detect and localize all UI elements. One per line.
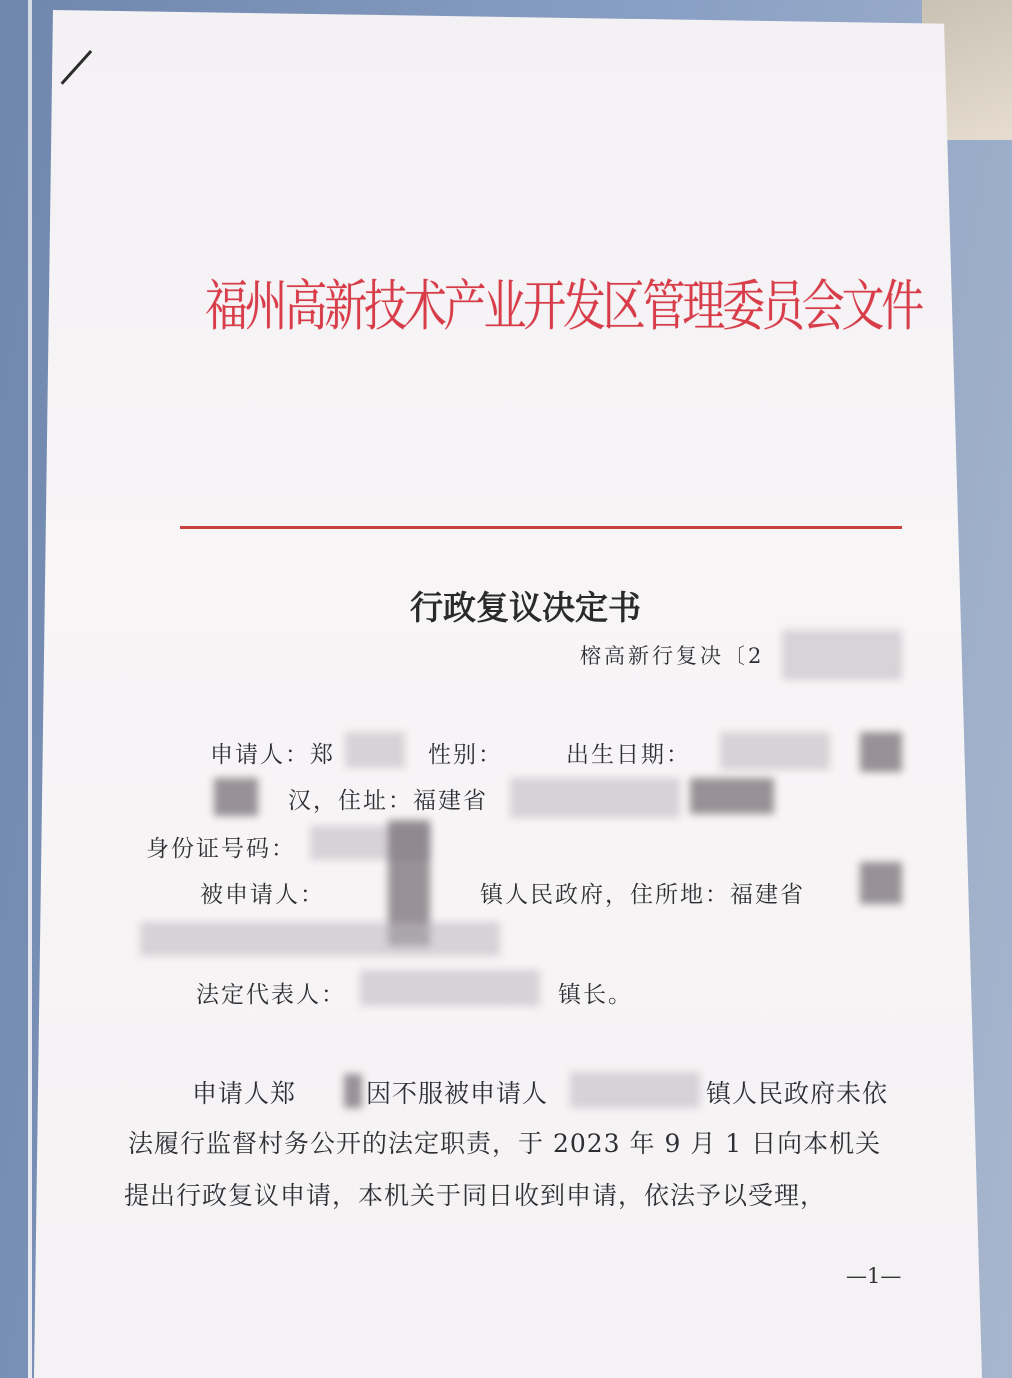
legal-rep-label: 法定代表人：: [196, 982, 346, 1008]
document-title: 行政复议决定书: [410, 588, 641, 627]
respondent-gov-text: 镇人民政府，住所地：福建省: [480, 882, 805, 908]
org-header-title: 福州高新技术产业开发区管理委员会文件: [205, 274, 922, 338]
body-text: 法履行监督村务公开的法定职责，于 2023 年 9 月 1 日向本机关: [128, 1129, 882, 1158]
redaction-block: [214, 778, 258, 816]
redaction-block: [860, 862, 902, 904]
redaction-block: [344, 1074, 362, 1108]
body-text: 申请人郑: [192, 1079, 297, 1108]
id-number-label: 身份证号码：: [146, 836, 296, 862]
redaction-block: [140, 922, 500, 956]
body-text: 提出行政复议申请，本机关于同日收到申请，依法予以受理，: [124, 1181, 827, 1210]
address-label: 汉，住址：福建省: [288, 788, 488, 814]
gender-label: 性别：: [428, 742, 503, 768]
page-number: —1—: [846, 1264, 902, 1288]
red-divider-rule: [180, 526, 902, 529]
legal-rep-title: 镇长。: [558, 982, 633, 1008]
redaction-block: [570, 1072, 700, 1108]
redaction-block: [782, 630, 902, 680]
underlying-sheet-edge: [28, 0, 32, 1378]
body-text: 因不服被申请人: [366, 1079, 549, 1108]
birth-date-label: 出生日期：: [566, 742, 691, 768]
document-number: 榕高新行复决〔2: [580, 644, 765, 668]
redaction-block: [360, 970, 540, 1006]
redaction-block: [860, 732, 902, 772]
document-page: [34, 10, 982, 1378]
respondent-label: 被申请人：: [200, 882, 325, 908]
body-text: 镇人民政府未依: [706, 1079, 889, 1108]
redaction-block: [690, 778, 774, 814]
applicant-label: 申请人：郑: [210, 742, 335, 768]
redaction-block: [510, 778, 680, 818]
redaction-block: [345, 732, 405, 768]
redaction-block: [720, 732, 830, 770]
